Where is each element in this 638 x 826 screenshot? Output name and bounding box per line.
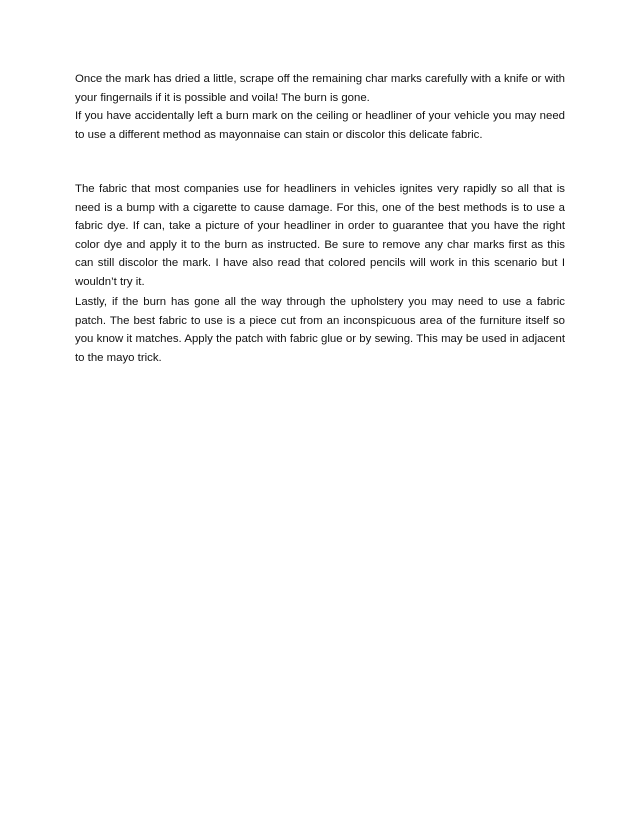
text-block-fabric-dye <box>75 180 565 292</box>
paragraph-fabric-dye: The fabric that most companies use for headliners in vehicles ignites very rapidly so all that is need is a bump with a cigarette to cause damage. For this, one of the best methods is to use a fabric dye. If can, take a picture of your headliner in order to guarantee that you have the right color dye and apply it to the burn as instructed. Be sure to remove any char marks first as this can still discolor the mark. I have also read that colored pencils will work in this scenario but I wouldn’t try it. <box>75 183 565 288</box>
paragraph-scrape-marks: Once the mark has dried a little, scrape off the remaining char marks carefully with a knife or with your fingernails if it is possible and voila! The burn is gone. <box>75 73 565 104</box>
text-block-fabric-patch <box>75 293 565 367</box>
paragraph-fabric-patch: Lastly, if the burn has gone all the way through the upholstery you may need to use a fabric patch. The best fabric to use is a piece cut from an inconspicuous area of the furniture itself so you know it matches. Apply the patch with fabric glue or by sewing. This may be used in adjacent to the mayo trick. <box>75 296 565 364</box>
paragraph-headliner-burn: If you have accidentally left a burn mark on the ceiling or headliner of your vehicle you may need to use a different method as mayonnaise can stain or discolor this delicate fabric. <box>75 110 565 141</box>
text-block-intro <box>75 70 565 144</box>
